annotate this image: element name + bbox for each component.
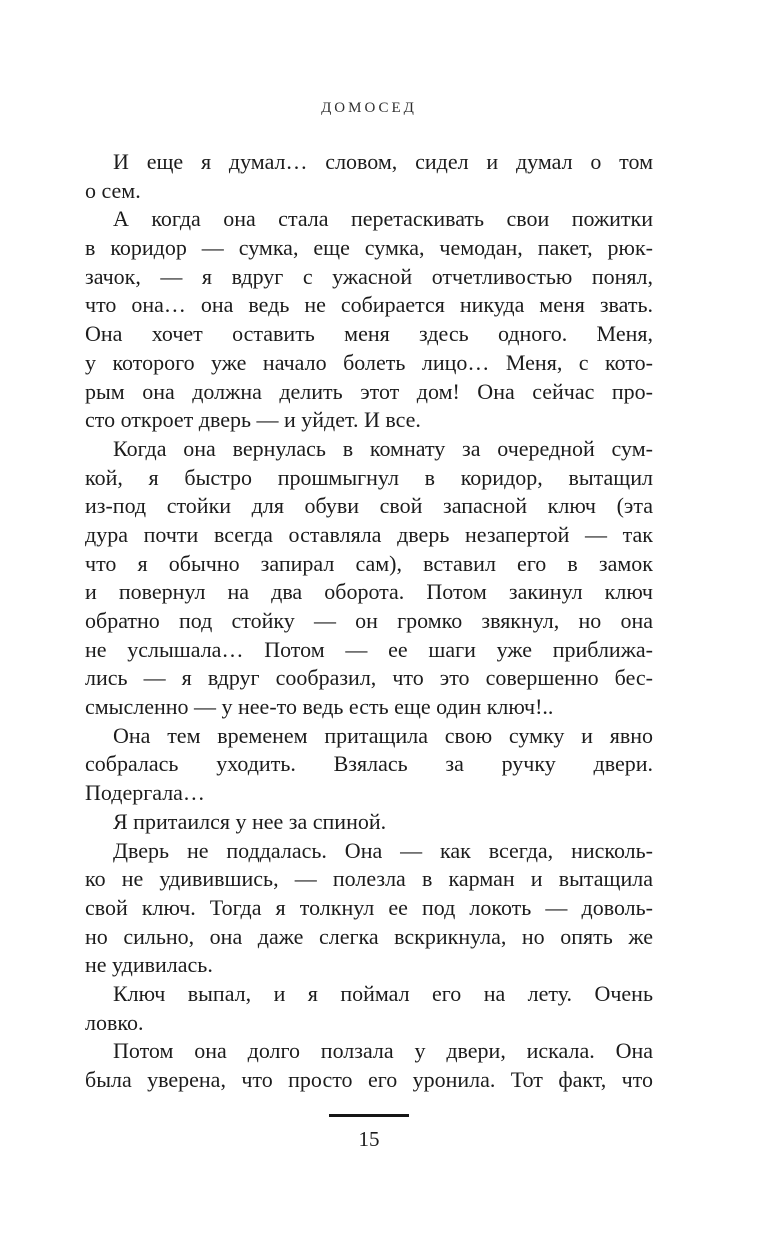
page-number: 15 <box>358 1127 380 1151</box>
paragraph <box>85 1037 653 1094</box>
text-line: в коридор — сумка, еще сумка, чемодан, пакет, рюк- <box>85 235 653 261</box>
text-line: Ключ выпал, и я поймал его на лету. Очень <box>113 980 653 1006</box>
text-line: Когда она вернулась в комнату за очередной сум- <box>113 435 653 461</box>
text-line: рым она должна делить этот дом! Она сейчас про- <box>85 378 653 404</box>
text-line: лись — я вдруг сообразил, что это совершенно бес- <box>85 665 653 691</box>
paragraph <box>85 980 653 1037</box>
text-line: Я притаился у нее за спиной. <box>113 808 387 834</box>
text-line: смысленно — у нее-то ведь есть еще один ключ!.. <box>85 694 554 720</box>
text-line: собралась уходить. Взялась за ручку двери. <box>85 751 653 777</box>
text-line: Потом она долго ползала у двери, искала. Она <box>113 1038 653 1064</box>
text-line: и повернул на два оборота. Потом закинул ключ <box>85 579 653 605</box>
text-line: дура почти всегда оставляла дверь незапертой — так <box>85 521 653 547</box>
text-line: обратно под стойку — он громко звякнул, но она <box>85 608 653 633</box>
text-line: не удивилась. <box>85 952 213 978</box>
text-line: И еще я думал… словом, сидел и думал о том <box>113 149 653 174</box>
footer-divider <box>329 1114 409 1117</box>
running-head: ДОМОСЕД <box>321 100 417 116</box>
text-line: зачок, — я вдруг с ужасной отчетливостью понял, <box>85 263 653 289</box>
text-line: А когда она стала перетаскивать свои пожитки <box>113 206 653 232</box>
text-line: о сем. <box>85 177 141 203</box>
paragraph <box>85 722 653 808</box>
paragraph <box>85 435 653 722</box>
text-line: кой, я быстро прошмыгнул в коридор, вытащил <box>85 464 653 490</box>
text-line: свой ключ. Тогда я толкнул ее под локоть — доволь- <box>85 894 653 920</box>
text-line: Дверь не поддалась. Она — как всегда, нисколь- <box>113 837 653 863</box>
paragraph <box>85 808 653 837</box>
text-line: но сильно, она даже слегка вскрикнула, но опять же <box>85 923 653 949</box>
text-line: у которого уже начало болеть лицо… Меня, с кото- <box>85 349 653 375</box>
paragraph <box>85 205 653 435</box>
text-line: из-под стойки для обуви свой запасной ключ (эта <box>85 493 653 519</box>
text-line: не услышала… Потом — ее шаги уже приближа- <box>85 636 653 662</box>
text-line: что я обычно запирал сам), вставил его в замок <box>85 550 653 576</box>
text-line: Подергала… <box>85 780 205 806</box>
text-line: Она тем временем притащила свою сумку и явно <box>113 722 653 748</box>
text-line: Она хочет оставить меня здесь одного. Меня, <box>85 321 653 347</box>
text-line: сто откроет дверь — и уйдет. И все. <box>85 407 421 433</box>
text-line: ко не удивившись, — полезла в карман и вытащила <box>85 866 653 892</box>
text-block <box>85 148 653 1095</box>
text-line: что она… она ведь не собирается никуда меня звать. <box>85 292 653 318</box>
paragraph <box>85 148 653 205</box>
text-line: была уверена, что просто его уронила. Тот факт, что <box>85 1067 653 1092</box>
text-line: ловко. <box>85 1009 144 1035</box>
paragraph <box>85 837 653 980</box>
